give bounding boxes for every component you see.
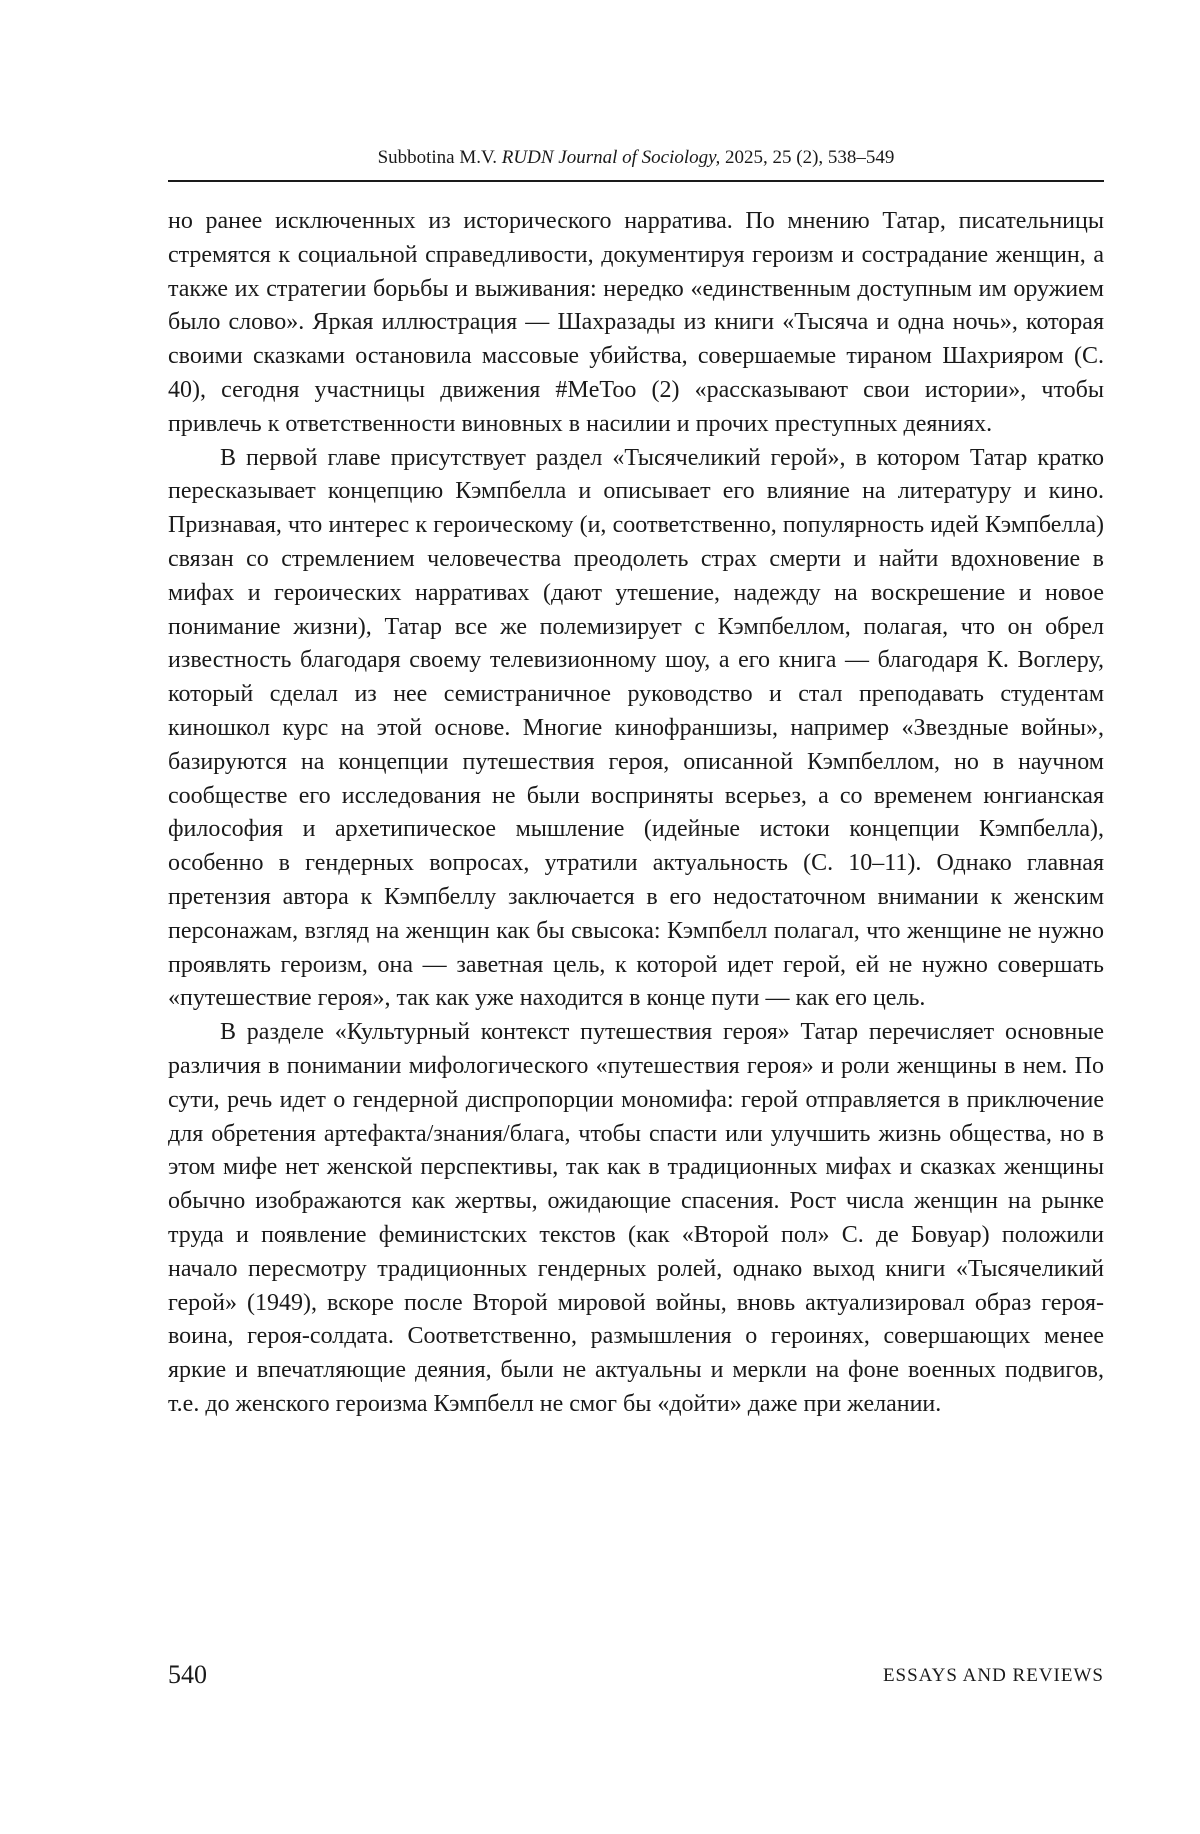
header-issue: 2025, 25 (2), 538–549: [725, 147, 894, 168]
article-body: [168, 205, 1104, 1422]
paragraph-continued: но ранее исключенных из исторического нарратива. По мнению Татар, писательницы стремятся к социальной справедливости, документируя героизм и сострадание женщин, а также их стратегии борьбы и выживания: нередко «единственным доступным им оружием было слово». Яркая иллюстрация — Шахразады из книги «Тысяча и одна ночь», которая своими сказками остановила массовые убийства, совершаемые тираном Шахрияром (С. 40), сегодня участницы движения #MeToo (2) «рассказывают свои истории», чтобы привлечь к ответственности виновных в насилии и прочих преступных деяниях.: [168, 205, 1104, 442]
section-name: ESSAYS AND REVIEWS: [883, 1664, 1104, 1688]
header-rule: [168, 180, 1104, 182]
page-number: 540: [168, 1660, 207, 1690]
running-header: [168, 146, 1104, 170]
header-journal: RUDN Journal of Sociology,: [502, 147, 720, 168]
header-authors: Subbotina M.V.: [378, 147, 497, 168]
paragraph: В первой главе присутствует раздел «Тысячеликий герой», в котором Татар кратко пересказывает концепцию Кэмпбелла и описывает его влияние на литературу и кино. Признавая, что интерес к героическому (и, соответственно, популярность идей Кэмпбелла) связан со стремлением человечества преодолеть страх смерти и найти вдохновение в мифах и героических нарративах (дают утешение, надежду на воскрешение и новое понимание жизни), Татар все же полемизирует с Кэмпбеллом, полагая, что он обрел известность благодаря своему телевизионному шоу, а его книга — благодаря К. Воглеру, который сделал из нее семистраничное руководство и стал преподавать студентам киношкол курс на этой основе. Многие кинофраншизы, например «Звездные войны», базируются на концепции путешествия героя, описанной Кэмпбеллом, но в научном сообществе его исследования не были восприняты всерьез, а со временем юнгианская философия и архетипическое мышление (идейные истоки концепции Кэмпбелла), особенно в гендерных вопросах, утратили актуальность (С. 10–11). Однако главная претензия автора к Кэмпбеллу заключается в его недостаточном внимании к женским персонажам, взгляд на женщин как бы свысока: Кэмпбелл полагал, что женщине не нужно проявлять героизм, она — заветная цель, к которой идет герой, ей не нужно совершать «путешествие героя», так как уже находится в конце пути — как его цель.: [168, 442, 1104, 1017]
paragraph: В разделе «Культурный контекст путешествия героя» Татар перечисляет основные различия в понимании мифологического «путешествия героя» и роли женщины в нем. По сути, речь идет о гендерной диспропорции мономифа: герой отправляется в приключение для обретения артефакта/знания/блага, чтобы спасти или улучшить жизнь общества, но в этом мифе нет женской перспективы, так как в традиционных мифах и сказках женщины обычно изображаются как жертвы, ожидающие спасения. Рост числа женщин на рынке труда и появление феминистских текстов (как «Второй пол» С. де Бовуар) положили начало пересмотру традиционных гендерных ролей, однако выход книги «Тысячеликий герой» (1949), вскоре после Второй мировой войны, вновь актуализировал образ героя-воина, героя-солдата. Соответственно, размышления о героинях, совершающих менее яркие и впечатляющие деяния, были не актуальны и меркли на фоне военных подвигов, т.е. до женского героизма Кэмпбелл не смог бы «дойти» даже при желании.: [168, 1016, 1104, 1422]
